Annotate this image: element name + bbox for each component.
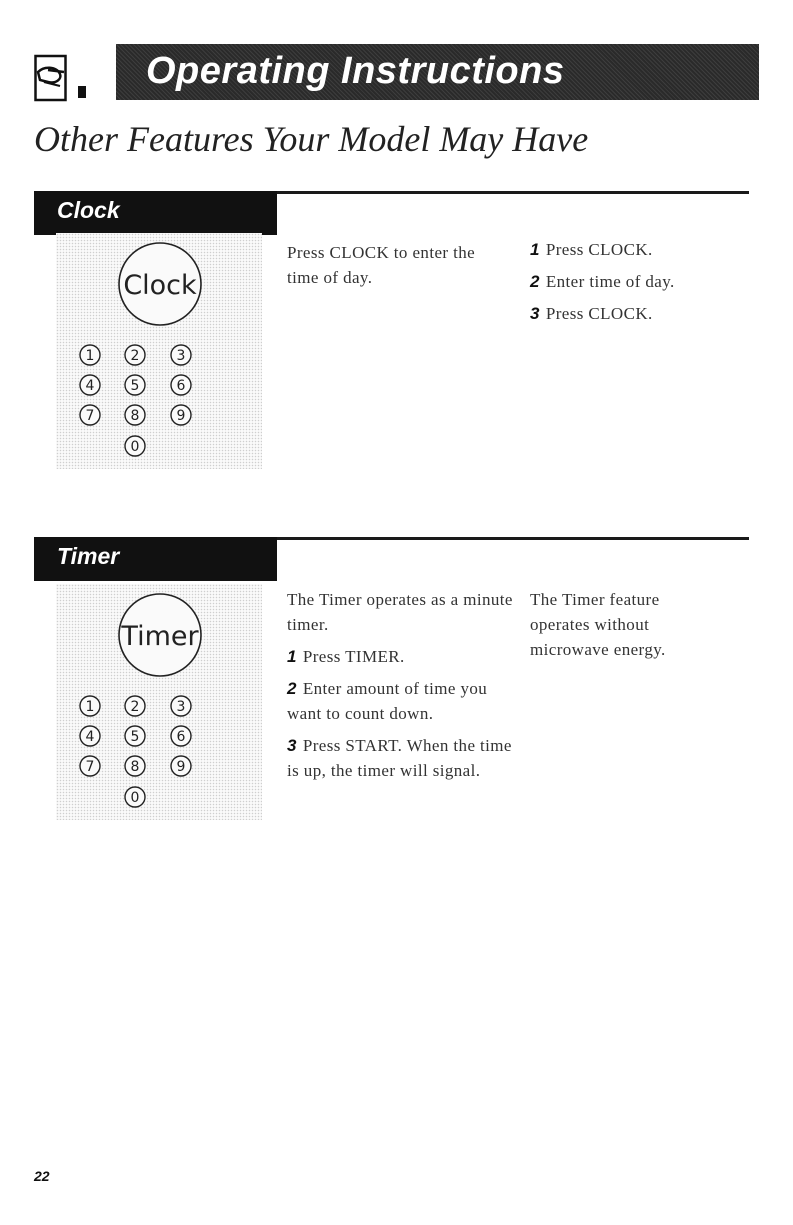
page-title: Operating Instructions bbox=[146, 50, 565, 92]
timer-step: 1 Press TIMER. bbox=[287, 647, 405, 666]
digit-2-icon bbox=[125, 696, 145, 716]
digit-label: 2 bbox=[130, 348, 140, 364]
clock-step: 3 Press CLOCK. bbox=[530, 304, 653, 323]
page-subtitle: Other Features Your Model May Have bbox=[34, 119, 589, 159]
digit-4-icon bbox=[80, 726, 100, 746]
timer-digit-grid bbox=[80, 696, 191, 807]
timer-keypad-illustration bbox=[56, 584, 262, 820]
digit-label: 0 bbox=[130, 439, 140, 455]
header-banner bbox=[116, 44, 759, 100]
microwave-hand-icon bbox=[34, 46, 94, 102]
digit-6-icon bbox=[171, 375, 191, 395]
timer-section-label: Timer bbox=[57, 543, 120, 569]
clock-steps bbox=[530, 237, 750, 326]
digit-3-icon bbox=[171, 696, 191, 716]
timer-button-icon bbox=[119, 594, 201, 676]
timer-button-label: Timer bbox=[121, 621, 199, 652]
digit-label: 8 bbox=[130, 408, 140, 424]
digit-label: 9 bbox=[176, 759, 186, 775]
digit-label: 4 bbox=[85, 378, 95, 394]
digit-label: 6 bbox=[176, 378, 186, 394]
clock-keypad-illustration bbox=[56, 233, 262, 469]
digit-label: 1 bbox=[85, 348, 95, 364]
digit-label: 0 bbox=[130, 790, 140, 806]
timer-step: 3 Press START. When the time is up, the timer will signal. bbox=[287, 736, 512, 780]
timer-instructions bbox=[287, 587, 519, 783]
digit-1-icon bbox=[80, 696, 100, 716]
timer-note: The Timer feature operates without microwave energy. bbox=[530, 590, 666, 659]
digit-label: 2 bbox=[130, 699, 140, 715]
digit-0-icon bbox=[125, 787, 145, 807]
digit-9-icon bbox=[171, 405, 191, 425]
clock-button-icon bbox=[119, 243, 201, 325]
digit-label: 9 bbox=[176, 408, 186, 424]
digit-3-icon bbox=[171, 345, 191, 365]
digit-label: 8 bbox=[130, 759, 140, 775]
digit-label: 1 bbox=[85, 699, 95, 715]
digit-label: 4 bbox=[85, 729, 95, 745]
digit-6-icon bbox=[171, 726, 191, 746]
page-number: 22 bbox=[34, 1168, 50, 1184]
digit-9-icon bbox=[171, 756, 191, 776]
digit-label: 5 bbox=[130, 729, 140, 745]
clock-section-label: Clock bbox=[57, 197, 120, 223]
digit-label: 3 bbox=[176, 348, 186, 364]
digit-5-icon bbox=[125, 726, 145, 746]
digit-label: 6 bbox=[176, 729, 186, 745]
digit-8-icon bbox=[125, 756, 145, 776]
digit-label: 7 bbox=[85, 759, 95, 775]
digit-2-icon bbox=[125, 345, 145, 365]
timer-step: 2 Enter amount of time you want to count down. bbox=[287, 679, 488, 723]
digit-8-icon bbox=[125, 405, 145, 425]
digit-1-icon bbox=[80, 345, 100, 365]
digit-0-icon bbox=[125, 436, 145, 456]
clock-description: Press CLOCK to enter the time of day. bbox=[287, 243, 476, 287]
clock-section-header bbox=[34, 191, 277, 235]
timer-section-header bbox=[34, 537, 277, 581]
digit-label: 5 bbox=[130, 378, 140, 394]
timer-intro: The Timer operates as a minute timer. bbox=[287, 590, 513, 634]
digit-label: 7 bbox=[85, 408, 95, 424]
clock-digit-grid bbox=[80, 345, 191, 456]
clock-button-label: Clock bbox=[123, 270, 197, 301]
digit-5-icon bbox=[125, 375, 145, 395]
digit-7-icon bbox=[80, 405, 100, 425]
digit-4-icon bbox=[80, 375, 100, 395]
digit-7-icon bbox=[80, 756, 100, 776]
clock-step: 2 Enter time of day. bbox=[530, 272, 675, 291]
digit-label: 3 bbox=[176, 699, 186, 715]
clock-step: 1 Press CLOCK. bbox=[530, 240, 653, 259]
